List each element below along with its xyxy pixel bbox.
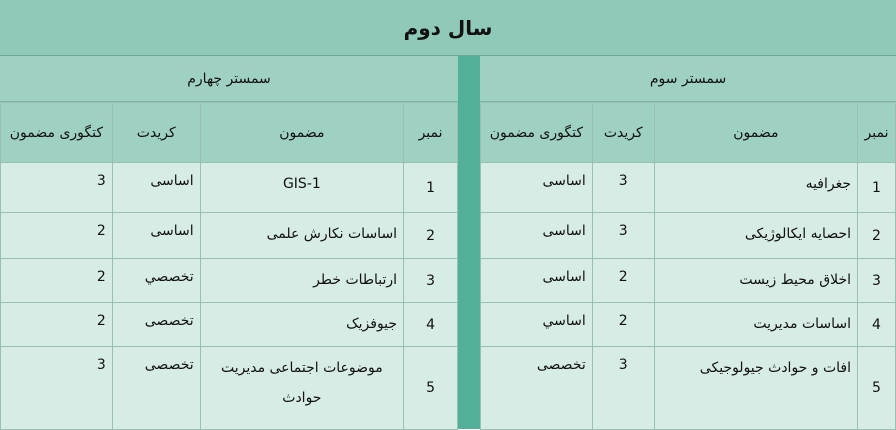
table-row [1,213,458,259]
header-category: کتگوری مضمون [1,103,113,163]
semester-third-title: سمستر سوم [480,56,896,102]
cell-subject: اساسات نکارش علمی [200,213,403,259]
cell-category: اساسی [481,163,593,213]
cell-num: 3 [858,259,896,303]
semester-divider [458,56,480,429]
cell-num: 1 [858,163,896,213]
cell-category: اساسی [481,259,593,303]
cell-num: 1 [404,163,458,213]
cell-credit: اساسی [112,213,200,259]
cell-subject: احصایه ایکالوژیکی [654,213,857,259]
table-row [481,163,896,213]
year-title-bar [0,0,896,56]
cell-subject: اساسات مدیریت [654,303,857,347]
cell-credit: 2 [592,259,654,303]
cell-num: 5 [858,347,896,430]
header-category: کتگوری مضمون [481,103,593,163]
table-row [481,213,896,259]
cell-credit: تخصصی [112,347,200,430]
header-subject: مضمون [654,103,857,163]
cell-category: اساسی [481,213,593,259]
cell-credit: 2 [592,303,654,347]
cell-credit: 3 [592,213,654,259]
table-row [1,259,458,303]
header-num: نمبر [404,103,458,163]
cell-credit: تخصصي [112,259,200,303]
cell-credit: 3 [592,163,654,213]
cell-credit: 3 [592,347,654,430]
cell-num: 4 [858,303,896,347]
cell-num: 4 [404,303,458,347]
cell-category: 2 [1,303,113,347]
cell-subject: ارتباطات خطر [200,259,403,303]
cell-subject: GIS-1 [200,163,403,213]
table-row [481,347,896,430]
header-num: نمبر [858,103,896,163]
year-title: سال دوم [403,16,493,40]
cell-num: 2 [404,213,458,259]
cell-credit: اساسی [112,163,200,213]
cell-subject: موضوعات اجتماعی مدیریت حوادث [200,347,403,430]
cell-subject: اخلاق محیط زیست [654,259,857,303]
cell-category: 3 [1,163,113,213]
table-row [1,347,458,430]
header-credit: کریدت [112,103,200,163]
table-header-row [1,103,458,163]
cell-num: 5 [404,347,458,430]
cell-subject: جیوفزیک [200,303,403,347]
semester-fourth-panel [0,56,458,429]
semester-fourth-title: سمستر چهارم [0,56,458,102]
cell-subject: افات و حوادث جیولوجیکی [654,347,857,430]
table-row [481,259,896,303]
cell-category: اساسي [481,303,593,347]
semester-fourth-table [0,102,458,430]
header-credit: کریدت [592,103,654,163]
cell-category: 2 [1,259,113,303]
cell-num: 3 [404,259,458,303]
cell-subject: جغرافیه [654,163,857,213]
cell-credit: تخصصی [112,303,200,347]
table-header-row [481,103,896,163]
cell-category: تخصصی [481,347,593,430]
cell-category: 2 [1,213,113,259]
table-row [481,303,896,347]
table-row [1,303,458,347]
header-subject: مضمون [200,103,403,163]
table-row [1,163,458,213]
semester-third-panel [480,56,896,429]
cell-category: 3 [1,347,113,430]
cell-num: 2 [858,213,896,259]
semester-third-table [480,102,896,430]
